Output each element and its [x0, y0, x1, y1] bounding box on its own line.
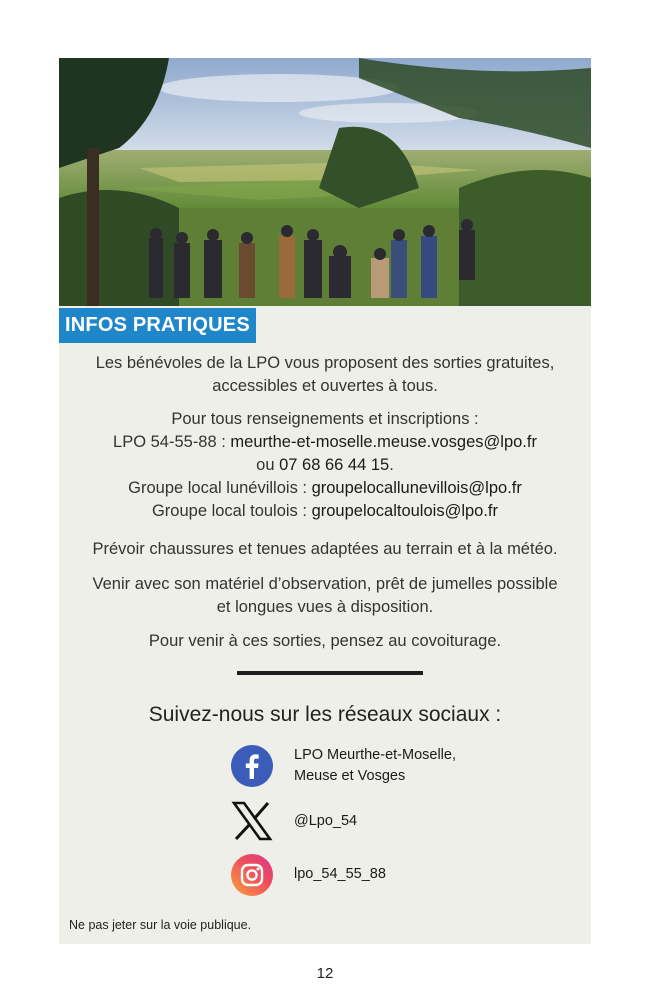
instagram-handle[interactable]: lpo_54_55_88 — [294, 866, 386, 882]
lpo-email-link[interactable]: meurthe-et-moselle.meuse.vosges@lpo.fr — [230, 433, 537, 451]
luneville-line — [59, 477, 591, 500]
social-heading: Suivez-nous sur les réseaux sociaux : — [148, 703, 502, 726]
phone-suffix: . — [389, 456, 394, 474]
facebook-label-line-1: LPO Meurthe-et-Moselle, — [294, 747, 456, 763]
x-icon[interactable] — [231, 800, 273, 842]
facebook-label[interactable] — [294, 745, 456, 787]
lpo-contact-line — [59, 431, 591, 454]
toul-email-link[interactable]: groupelocaltoulois@lpo.fr — [311, 502, 499, 520]
info-card — [59, 58, 591, 944]
page-number: 12 — [316, 965, 334, 982]
contact-block — [59, 408, 591, 523]
contact-heading: Pour tous renseignements et inscriptions : — [171, 410, 479, 428]
x-handle[interactable]: @Lpo_54 — [294, 813, 358, 829]
section-title: INFOS PRATIQUES — [59, 308, 256, 343]
divider-line — [237, 671, 423, 675]
lpo-prefix: LPO 54-55-88 : — [113, 433, 231, 451]
intro-text — [59, 352, 591, 398]
luneville-prefix: Groupe local lunévillois : — [128, 479, 312, 497]
carpool-tip: Pour venir à ces sorties, pensez au covoiturage. — [148, 632, 502, 650]
shoes-tip: Prévoir chaussures et tenues adaptées au terrain et à la météo. — [92, 540, 558, 558]
phone-number[interactable]: 07 68 66 44 15 — [279, 456, 390, 474]
gear-line-2: et longues vues à disposition. — [216, 598, 434, 616]
luneville-email-link[interactable]: groupelocallunevillois@lpo.fr — [311, 479, 522, 497]
group-photo — [59, 58, 591, 306]
toul-prefix: Groupe local toulois : — [151, 502, 312, 520]
phone-prefix: ou — [256, 456, 280, 474]
intro-line-2: accessibles et ouvertes à tous. — [212, 377, 438, 395]
landscape-image — [59, 58, 591, 306]
footnote: Ne pas jeter sur la voie publique. — [69, 918, 252, 932]
facebook-icon[interactable] — [231, 745, 273, 787]
gear-line-1: Venir avec son matériel d’observation, prêt de jumelles possible — [92, 575, 558, 593]
toul-line — [59, 500, 591, 523]
gear-tip — [59, 573, 591, 619]
facebook-label-line-2: Meuse et Vosges — [294, 768, 406, 784]
phone-line — [59, 454, 591, 477]
instagram-icon[interactable] — [231, 854, 273, 896]
intro-line-1: Les bénévoles de la LPO vous proposent des sorties gratuites, — [95, 354, 555, 372]
